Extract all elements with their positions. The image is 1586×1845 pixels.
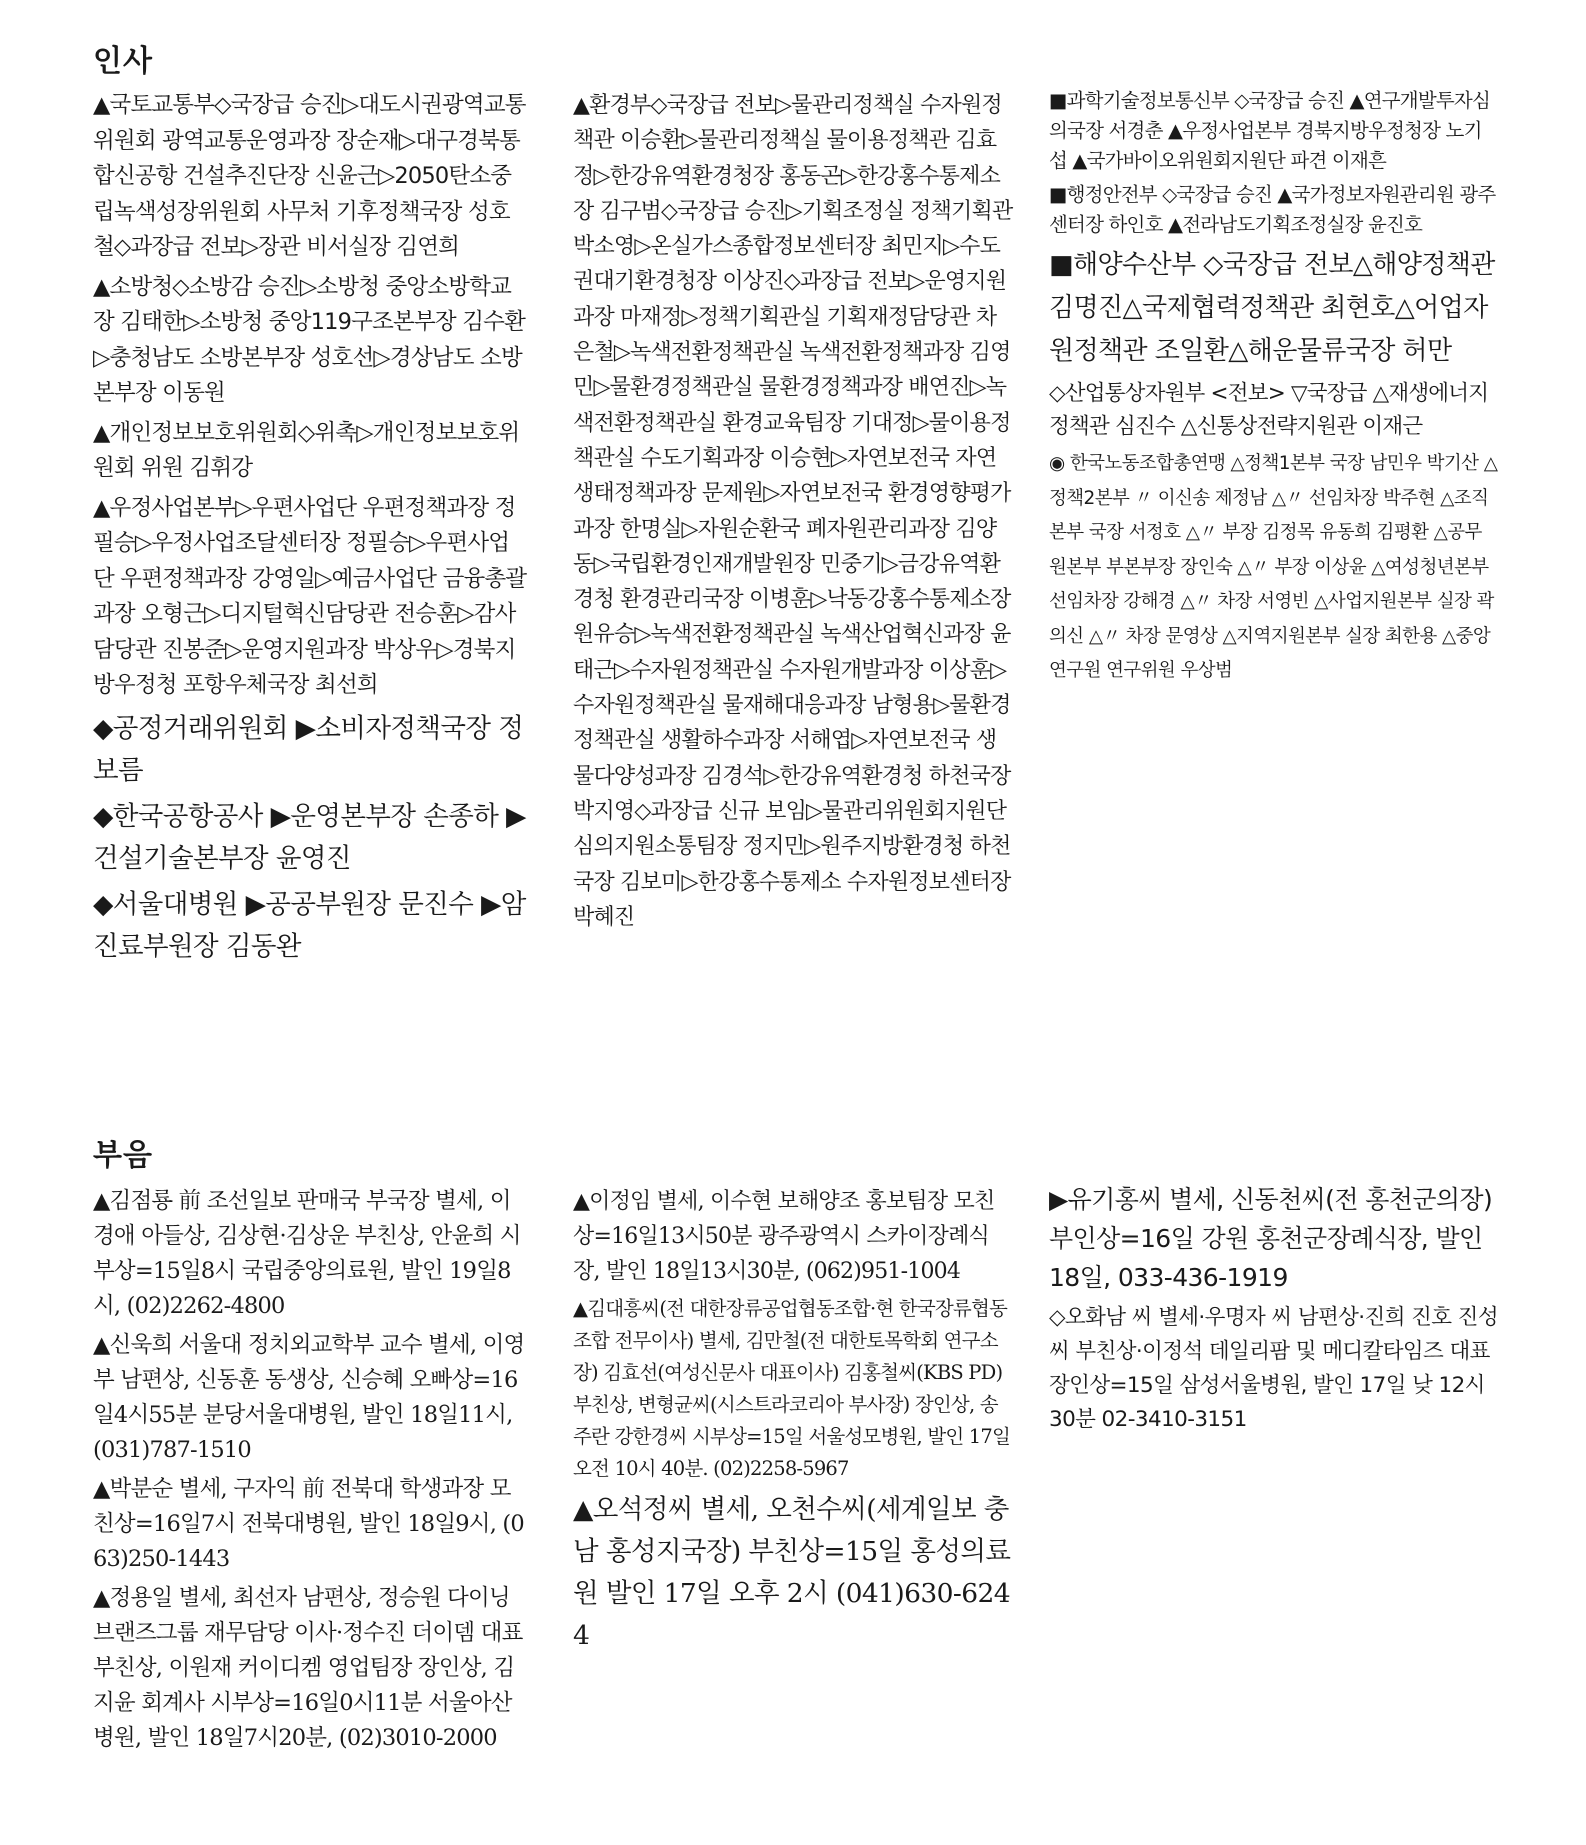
personnel-entry: ▲소방청◇소방감 승진▷소방청 중앙소방학교장 김태한▷소방청 중앙119구조본부장 김수환▷충청남도 소방본부장 성호선▷경상남도 소방본부장 이동원 — [93, 273, 526, 406]
personnel-entry: ▲우정사업본부▷우편사업단 우편정책과장 정필승▷우정사업조달센터장 정필승▷우편사업단 우편정책과장 강영일▷예금사업단 금융총괄과장 오형근▷디지털혁신담당관 전승훈▷감사담당관 진봉준▷운영지원과장 박상우▷경북지방우정청 포항우체국장 최선희 — [93, 494, 527, 698]
personnel-entry: ◇산업통상자원부 <전보> ▽국장급 △재생에너지정책관 심진수 △신통상전략지원관 이재근 — [1049, 381, 1489, 439]
obituary-column-1 — [93, 1184, 529, 1760]
obituary-entry: ▲김점룡 前 조선일보 판매국 부국장 별세, 이경애 아들상, 김상현·김상운 부친상, 안윤희 시부상=15일8시 국립중앙의료원, 발인 19일8시, (02)2262-4800 — [93, 1188, 521, 1319]
personnel-entry: ■해양수산부 ◇국장급 전보△해양정책관 김명진△국제협력정책관 최현호△어업자원정책관 조일환△해운물류국장 허만 — [1049, 250, 1495, 366]
obituary-entry: ▲이정임 별세, 이수현 보해양조 홍보팀장 모친상=16일13시50분 광주광역시 스카이장례식장, 발인 18일13시30분, (062)951-1004 — [573, 1189, 995, 1284]
personnel-column-1 — [93, 88, 529, 972]
obituary-entry: ▲정용일 별세, 최선자 남편상, 정승원 다이닝브랜즈그룹 재무담당 이사·정수진 더이뎀 대표 부친상, 이원재 커이디켐 영업팀장 장인상, 김지윤 회계사 시부상=16일0시11분 서울아산병원, 발인 18일7시20분, (02)3010-2000 — [93, 1585, 523, 1751]
obituary-entry: ◇오화남 씨 별세·우명자 씨 남편상·진희 진호 진성 씨 부친상·이정석 데일리팜 및 메디칼타임즈 대표 장인상=15일 삼성서울병원, 발인 17일 낮 12시 30분 02-3410-3151 — [1049, 1305, 1499, 1432]
personnel-entry: ◉ 한국노동조합총연맹 △정책1본부 국장 남민우 박기산 △정책2본부 〃 이신송 제정남 △〃 선임차장 박주현 △조직본부 국장 서정호 △〃 부장 김정목 유동희 김평환 △공무원본부 부본부장 장인숙 △〃 부장 이상윤 △여성청년본부 선임차장 강해경 △〃 차장 서영빈 △사업지원본부 실장 곽의신 △〃 차장 문영상 △지역지원본부 실장 최한용 △중앙연구원 연구위원 우상범 — [1049, 453, 1498, 681]
personnel-entry: ◆서울대병원 ▶공공부원장 문진수 ▶암진료부원장 김동완 — [93, 888, 526, 962]
personnel-column-3 — [1049, 86, 1499, 693]
obituary-column-3 — [1049, 1180, 1499, 1441]
obituary-entry: ▲오석정씨 별세, 오천수씨(세계일보 충남 홍성지국장) 부친상=15일 홍성의료원 발인 17일 오후 2시 (041)630-6244 — [573, 1494, 1011, 1651]
personnel-entry: ◆한국공항공사 ▶운영본부장 손종하 ▶건설기술본부장 윤영진 — [93, 800, 526, 874]
personnel-entry: ■과학기술정보통신부 ◇국장급 승진 ▲연구개발투자심의국장 서경춘 ▲우정사업본부 경북지방우정청장 노기섭 ▲국가바이오위원회지원단 파견 이재흔 — [1049, 89, 1490, 172]
personnel-entry: ▲환경부◇국장급 전보▷물관리정책실 수자원정책관 이승환▷물관리정책실 물이용정책관 김효정▷한강유역환경청장 홍동곤▷한강홍수통제소장 김구범◇국장급 승진▷기획조정실 정책기획관 박소영▷온실가스종합정보센터장 최민지▷수도권대기환경청장 이상진◇과장급 전보▷운영지원과장 마재정▷정책기획관실 기획재정담당관 차은철▷녹색전환정책관실 녹색전환정책과장 김영민▷물환경정책관실 물환경정책과장 배연진▷녹색전환정책관실 환경교육팀장 기대정▷물이용정책관실 수도기획과장 이승현▷자연보전국 자연생태정책과장 문제원▷자연보전국 환경영향평가과장 한명실▷자원순환국 폐자원관리과장 김양동▷국립환경인재개발원장 민중기▷금강유역환경청 환경관리국장 이병훈▷낙동강홍수통제소장 원유승▷녹색전환정책관실 녹색산업혁신과장 윤태근▷수자원정책관실 수자원개발과장 이상훈▷수자원정책관실 물재해대응과장 남형용▷물환경정책관실 생활하수과장 서해엽▷자연보전국 생물다양성과장 김경석▷한강유역환경청 하천국장 박지영◇과장급 신규 보임▷물관리위원회지원단 심의지원소통팀장 정지민▷원주지방환경청 하천국장 김보미▷한강홍수통제소 수자원정보센터장 박혜진 — [573, 93, 1013, 930]
personnel-entry: ▲개인정보보호위원회◇위촉▷개인정보보호위원회 위원 김휘강 — [93, 419, 520, 481]
obituary-entry: ▶유기홍씨 별세, 신동천씨(전 홍천군의장) 부인상=16일 강원 홍천군장례식장, 발인 18일, 033-436-1919 — [1049, 1185, 1493, 1292]
personnel-entry: ■행정안전부 ◇국장급 승진 ▲국가정보자원관리원 광주센터장 하인호 ▲전라남도기획조정실장 윤진호 — [1049, 183, 1496, 236]
obituary-column-2 — [573, 1184, 1013, 1661]
personnel-column-2 — [573, 88, 1013, 939]
obituary-entry: ▲신욱희 서울대 정치외교학부 교수 별세, 이영부 남편상, 신동훈 동생상, 신승혜 오빠상=16일4시55분 분당서울대병원, 발인 18일11시, (031)787-1510 — [93, 1332, 525, 1463]
obituary-section-title: 부음 — [93, 1138, 153, 1173]
obituary-entry: ▲김대흥씨(전 대한장류공업협동조합·현 한국장류협동조합 전무이사) 별세, 김만철(전 대한토목학회 연구소장) 김효선(여성신문사 대표이사) 김홍철씨(KBS PD) 부친상, 변형균씨(시스트라코리아 부사장) 장인상, 송주란 강한경씨 시부상=15일 서울성모병원, 발인 17일 오전 10시 40분. (02)2258-5967 — [573, 1297, 1011, 1480]
personnel-entry: ▲국토교통부◇국장급 승진▷대도시권광역교통위원회 광역교통운영과장 장순재▷대구경북통합신공항 건설추진단장 신윤근▷2050탄소중립녹색성장위원회 사무처 기후정책국장 성호철◇과장급 전보▷장관 비서실장 김연희 — [93, 92, 526, 260]
personnel-entry: ◆공정거래위원회 ▶소비자정책국장 정보름 — [93, 712, 524, 786]
obituary-entry: ▲박분순 별세, 구자익 前 전북대 학생과장 모친상=16일7시 전북대병원, 발인 18일9시, (063)250-1443 — [93, 1476, 524, 1572]
personnel-section-title: 인사 — [93, 44, 153, 79]
